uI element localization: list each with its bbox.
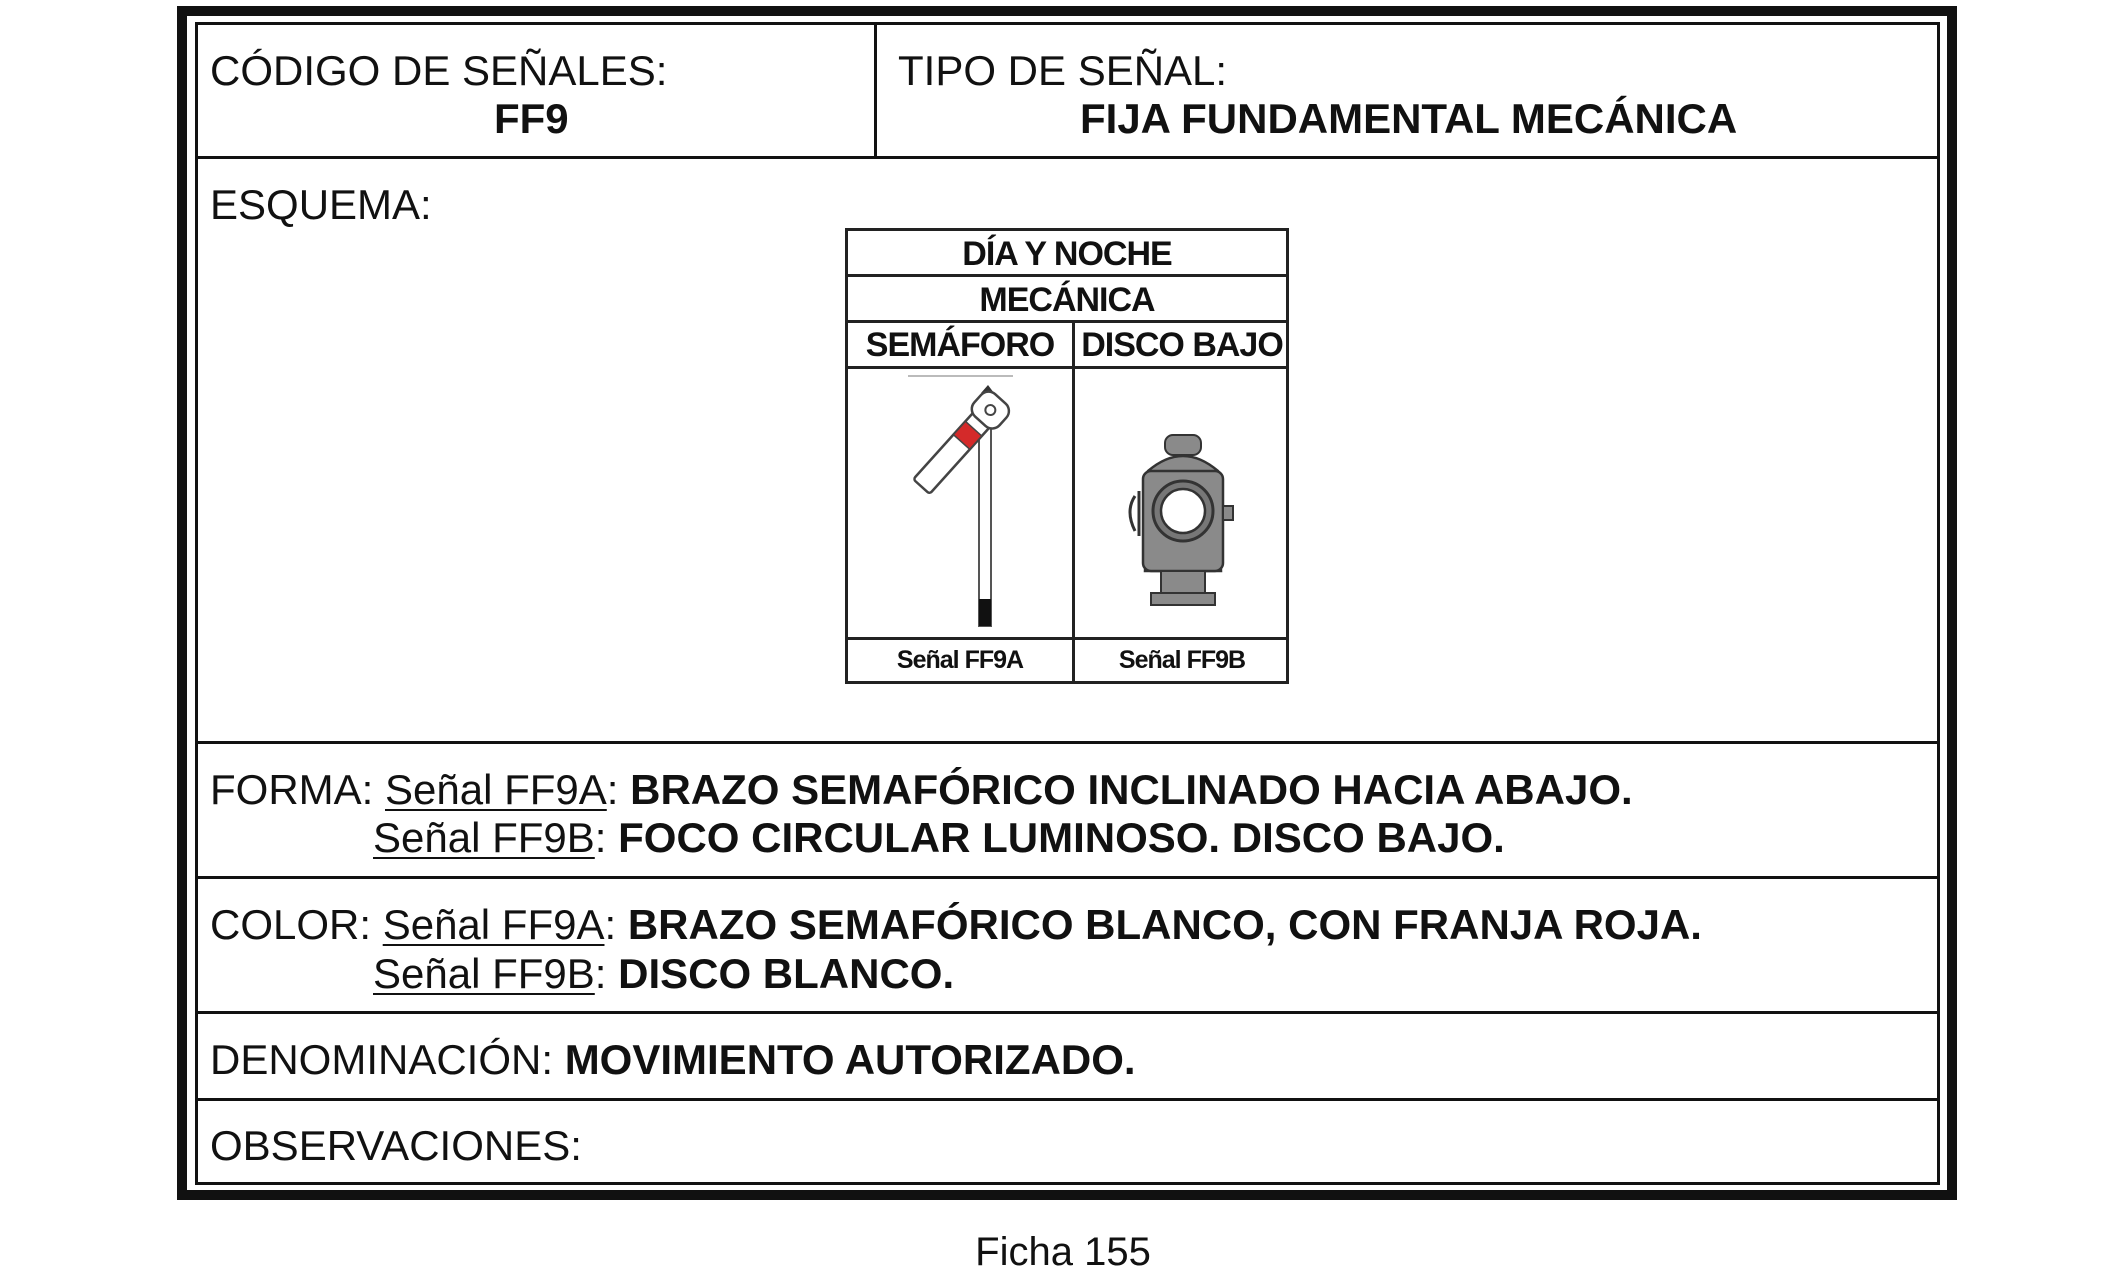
low-disc-lamp-icon: [1113, 431, 1253, 616]
esquema-label: ESQUEMA:: [210, 181, 432, 228]
divider-denominacion: [195, 1098, 1940, 1101]
page-footer: Ficha 155: [975, 1230, 1151, 1274]
color-line-a: COLOR: Señal FF9A: BRAZO SEMAFÓRICO BLANCO, CON FRANJA ROJA.: [210, 901, 1702, 948]
color-line-b: Señal FF9B: DISCO BLANCO.: [373, 950, 955, 997]
forma-text-ff9a: BRAZO SEMAFÓRICO INCLINADO HACIA ABAJO.: [630, 766, 1633, 813]
denominacion-line: [210, 1036, 1136, 1083]
schema-divider-columns: [848, 366, 1286, 369]
denominacion-label: DENOMINACIÓN:: [210, 1036, 554, 1083]
forma-line-b: Señal FF9B: FOCO CIRCULAR LUMINOSO. DISCO BAJO.: [373, 814, 1505, 861]
schema-table: [845, 228, 1289, 684]
forma-ref-ff9b: Señal FF9B: [373, 814, 595, 861]
divider-color: [195, 1011, 1940, 1014]
schema-col-semaforo: SEMÁFORO: [865, 326, 1055, 364]
schema-col-disco-bajo: DISCO BAJO: [1081, 326, 1283, 364]
forma-line-a: FORMA: Señal FF9A: BRAZO SEMAFÓRICO INCLINADO HACIA ABAJO.: [210, 766, 1633, 813]
caption-ff9b: Señal FF9B: [1118, 646, 1246, 674]
codigo-value: FF9: [494, 95, 569, 142]
divider-esquema: [195, 741, 1940, 744]
codigo-label: CÓDIGO DE SEÑALES:: [210, 47, 668, 94]
observaciones-label: OBSERVACIONES:: [210, 1122, 582, 1169]
schema-title-day-night: DÍA Y NOCHE: [848, 231, 1286, 277]
color-text-ff9a: BRAZO SEMAFÓRICO BLANCO, CON FRANJA ROJA.: [627, 901, 1702, 948]
forma-label: FORMA:: [210, 766, 374, 813]
color-label: COLOR:: [210, 901, 372, 948]
semaphore-icon: [888, 371, 1038, 636]
caption-ff9a: Señal FF9A: [896, 646, 1024, 674]
divider-header: [195, 156, 1940, 159]
denominacion-value: MOVIMIENTO AUTORIZADO.: [564, 1036, 1136, 1083]
schema-divider-vertical: [1072, 323, 1075, 681]
schema-title-mecanica: MECÁNICA: [848, 277, 1286, 323]
divider-forma: [195, 876, 1940, 879]
color-text-ff9b: DISCO BLANCO.: [618, 950, 955, 997]
tipo-value: FIJA FUNDAMENTAL MECÁNICA: [1080, 95, 1738, 142]
forma-ref-ff9a: Señal FF9A: [385, 766, 607, 813]
tipo-label: TIPO DE SEÑAL:: [898, 47, 1228, 94]
divider-header-vertical: [874, 22, 877, 158]
color-ref-ff9a: Señal FF9A: [382, 901, 605, 948]
forma-text-ff9b: FOCO CIRCULAR LUMINOSO. DISCO BAJO.: [618, 814, 1505, 861]
color-ref-ff9b: Señal FF9B: [373, 950, 595, 997]
